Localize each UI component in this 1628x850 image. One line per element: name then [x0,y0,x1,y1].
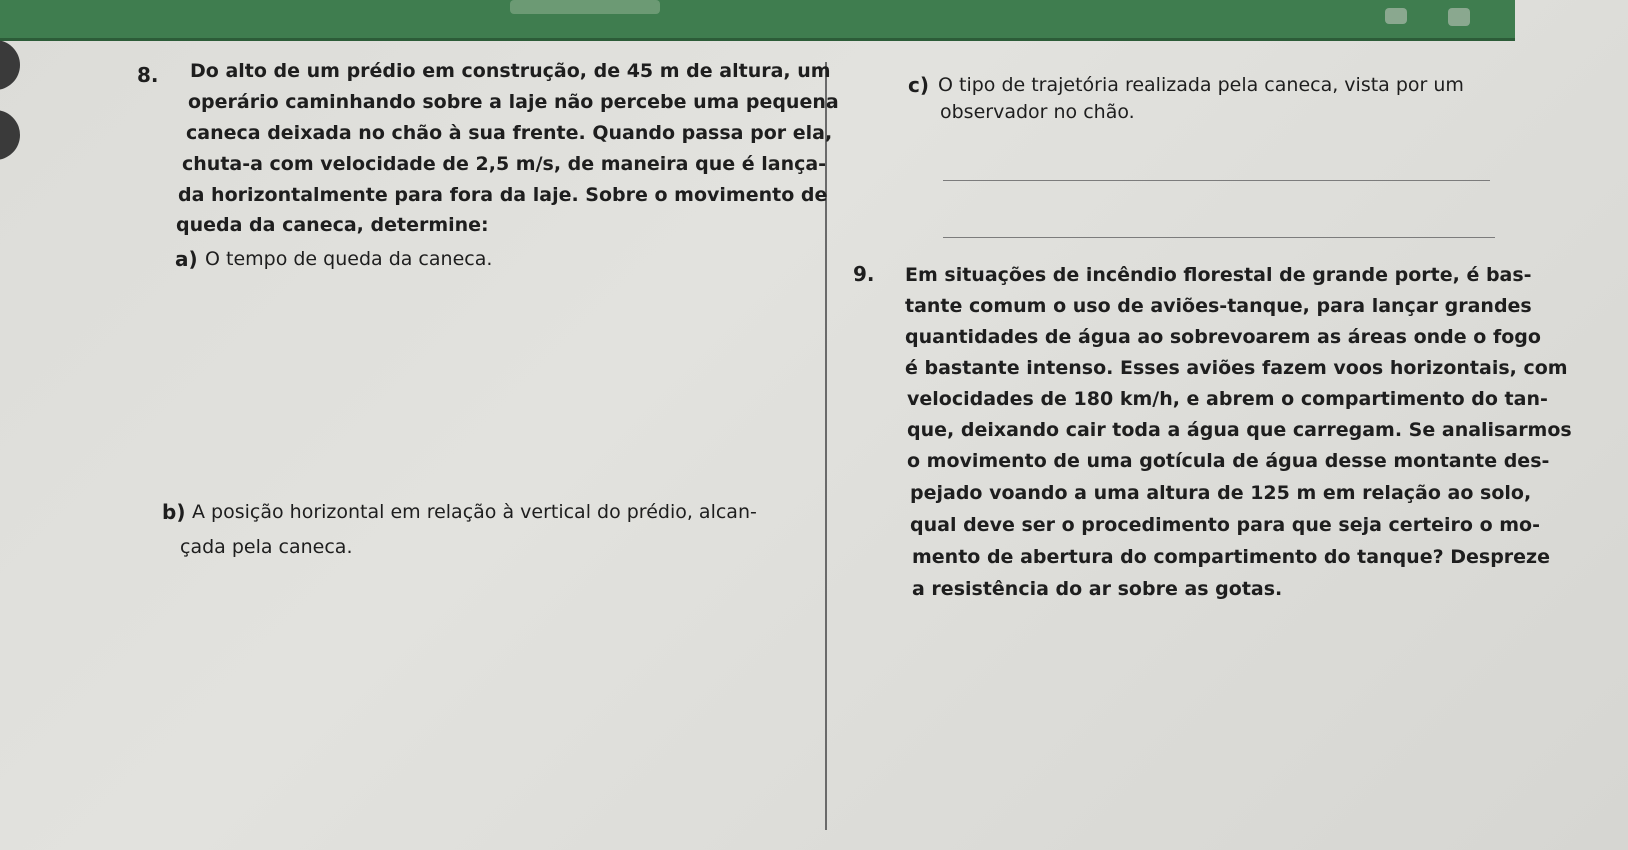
question-9-line: é bastante intenso. Esses aviões fazem voos horizontais, com [905,357,1568,379]
question-9-line: pejado voando a uma altura de 125 m em relação ao solo, [910,482,1532,504]
question-8-stem-line: da horizontalmente para fora da laje. Sobre o movimento de [178,184,828,206]
item-c-letter: c) [908,73,929,97]
question-9-line: que, deixando cair toda a água que carregam. Se analisarmos [907,419,1572,441]
question-9-line: tante comum o uso de aviões-tanque, para lançar grandes [905,295,1532,317]
question-9-number: 9. [853,262,875,286]
question-8-stem-line: Do alto de um prédio em construção, de 45 m de altura, um [190,60,831,82]
question-9-line: quantidades de água ao sobrevoarem as áreas onde o fogo [905,326,1541,348]
page-edge-shadow [0,110,20,160]
banner-square-1 [1385,8,1407,24]
question-9-line: a resistência do ar sobre as gotas. [912,578,1283,600]
banner-mark [510,0,660,14]
question-9-line: mento de abertura do compartimento do tanque? Despreze [912,546,1551,568]
banner-square-2 [1448,8,1470,26]
item-c-line: observador no chão. [940,101,1135,123]
item-b-letter: b) [162,500,186,524]
top-banner [0,0,1515,41]
question-8-stem-line: chuta-a com velocidade de 2,5 m/s, de maneira que é lança- [182,153,827,175]
question-8-stem-line: caneca deixada no chão à sua frente. Quando passa por ela, [186,122,833,144]
item-b-line: A posição horizontal em relação à vertical do prédio, alcan- [192,501,757,523]
question-8-stem-line: queda da caneca, determine: [176,214,489,236]
item-a-letter: a) [175,247,198,271]
question-8-number: 8. [137,63,159,87]
answer-line [943,237,1495,238]
answer-line [943,180,1490,181]
question-8-stem-line: operário caminhando sobre a laje não percebe uma pequena [188,91,839,113]
item-a-text: O tempo de queda da caneca. [205,248,493,270]
item-b-line: çada pela caneca. [180,536,353,558]
question-9-line: velocidades de 180 km/h, e abrem o compartimento do tan- [907,388,1548,410]
question-9-line: o movimento de uma gotícula de água desse montante des- [907,450,1550,472]
question-9-line: qual deve ser o procedimento para que seja certeiro o mo- [910,514,1540,536]
page-edge-shadow [0,40,20,90]
question-9-line: Em situações de incêndio florestal de grande porte, é bas- [905,264,1532,286]
item-c-line: O tipo de trajetória realizada pela caneca, vista por um [938,74,1464,96]
